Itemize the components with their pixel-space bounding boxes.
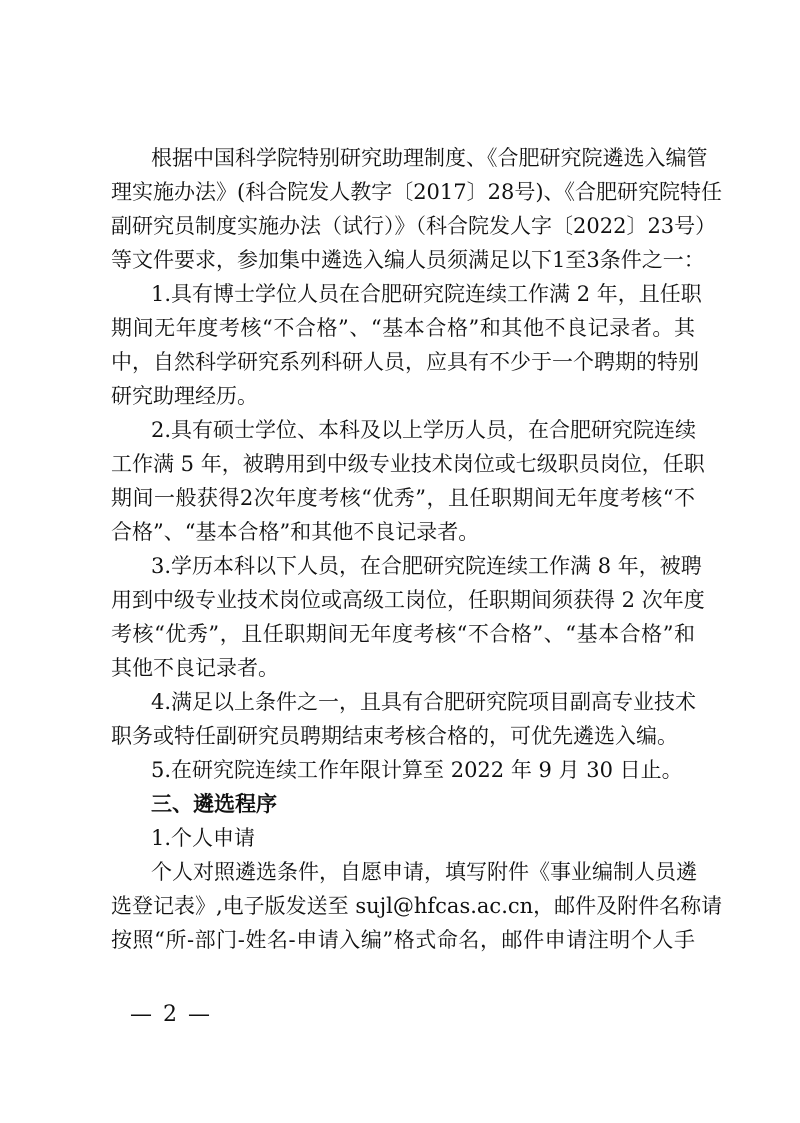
page-number: — 2 — <box>130 1002 212 1027</box>
item3-line: 其他不良记录者。 <box>111 656 279 680</box>
section-heading: 三、遴选程序 <box>151 792 277 816</box>
intro-line: 副研究员制度实施办法（试行）》（科合院发人字〔2022〕23号） <box>111 214 717 238</box>
subsection-title: 1.个人申请 <box>151 826 256 850</box>
item4-line: 4.满足以上条件之一，且具有合肥研究院项目副高专业技术 <box>151 690 697 714</box>
item1-line: 研究助理经历。 <box>111 384 258 408</box>
intro-line: 等文件要求，参加集中遴选入编人员须满足以下1至3条件之一： <box>111 248 705 272</box>
item5-line: 5.在研究院连续工作年限计算至 2022 年 9 月 30 日止。 <box>151 758 683 782</box>
item3-line: 用到中级专业技术岗位或高级工岗位，任职期间须获得 2 次年度 <box>111 588 705 612</box>
item1-line: 期间无年度考核“不合格”、“基本合格”和其他不良记录者。其 <box>111 316 695 340</box>
item2-line: 期间一般获得2次年度考核“优秀”，且任职期间无年度考核“不 <box>111 486 695 510</box>
item3-line: 考核“优秀”，且任职期间无年度考核“不合格”、“基本合格”和 <box>111 622 695 646</box>
intro-line: 理实施办法》(科合院发人教字〔2017〕28号)、《合肥研究院特任 <box>111 180 723 204</box>
item1-line: 1.具有博士学位人员在合肥研究院连续工作满 2 年，且任职 <box>151 282 702 306</box>
item3-line: 3.学历本科以下人员，在合肥研究院连续工作满 8 年，被聘 <box>151 554 702 578</box>
apply-line: 按照“所-部门-姓名-申请入编”格式命名，邮件申请注明个人手 <box>111 928 695 952</box>
intro-line: 根据中国科学院特别研究助理制度、《合肥研究院遴选入编管 <box>151 146 708 170</box>
item2-line: 合格”、“基本合格”和其他不良记录者。 <box>111 520 480 544</box>
apply-line: 个人对照遴选条件，自愿申请，填写附件《事业编制人员遴 <box>151 860 697 884</box>
item2-line: 2.具有硕士学位、本科及以上学历人员，在合肥研究院连续 <box>151 418 697 442</box>
apply-line: 选登记表》,电子版发送至 sujl@hfcas.ac.cn，邮件及附件名称请 <box>111 894 723 918</box>
item1-line: 中，自然科学研究系列科研人员，应具有不少于一个聘期的特别 <box>111 350 699 374</box>
item2-line: 工作满 5 年，被聘用到中级专业技术岗位或七级职员岗位，任职 <box>111 452 705 476</box>
item4-line: 职务或特任副研究员聘期结束考核合格的，可优先遴选入编。 <box>111 724 678 748</box>
